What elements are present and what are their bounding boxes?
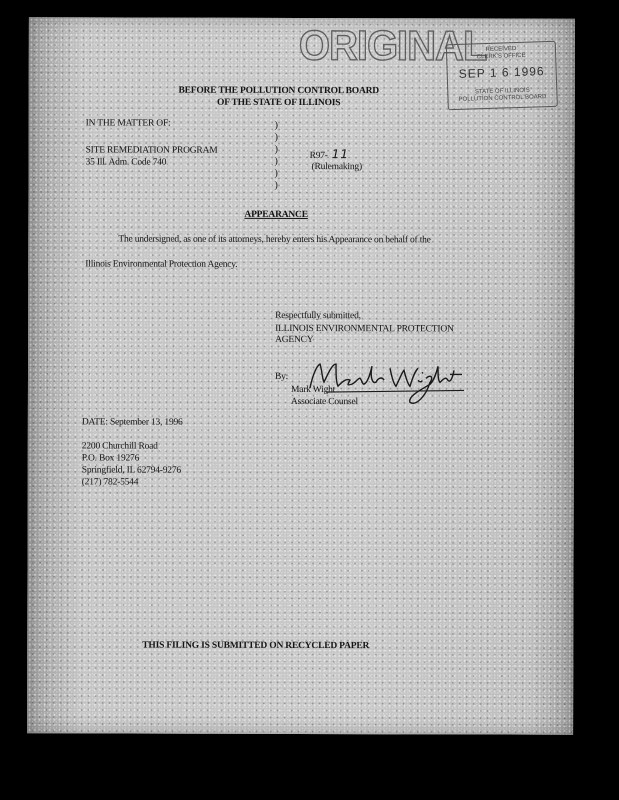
phone-number: (217) 782-5544 — [81, 477, 139, 488]
closing: Respectfully submitted, — [275, 310, 361, 322]
docket-prefix: R97- — [309, 151, 328, 162]
received-stamp-line: CLERK'S OFFICE — [476, 52, 526, 61]
received-stamp-line: RECEIVED — [485, 46, 517, 54]
attorney-name: Mark Wight — [290, 384, 336, 396]
original-stamp: ORIGINAL — [298, 22, 487, 70]
received-stamp-footer: STATE OF ILLINOIS — [474, 87, 530, 96]
agency-name: AGENCY — [275, 334, 314, 346]
program-name: SITE REMEDIATION PROGRAM — [85, 145, 218, 156]
rulemaking-label: (Rulemaking) — [311, 162, 362, 173]
received-stamp-date: SEP 1 6 1996 — [458, 64, 545, 81]
docket-number — [310, 149, 350, 162]
caption-bracket: ) — [274, 155, 278, 167]
address-line: Springfield, IL 62794-9276 — [81, 465, 181, 476]
appearance-text: The undersigned, as one of its attorneys, hereby enters his Appearance on behalf of the — [118, 234, 431, 246]
appearance-text: Illinois Environmental Protection Agency. — [85, 259, 238, 270]
attorney-title: Associate Counsel — [290, 396, 359, 408]
filing-date: DATE: September 13, 1996 — [81, 417, 183, 428]
received-stamp-footer: POLLUTION CONTROL BOARD — [458, 94, 547, 103]
document-page — [27, 17, 575, 734]
docket-handwritten: 11 — [331, 147, 350, 162]
caption-bracket: ) — [274, 119, 279, 131]
address-line: P.O. Box 19276 — [81, 453, 140, 464]
in-the-matter-of: IN THE MATTER OF: — [85, 118, 171, 129]
appearance-heading: APPEARANCE — [244, 209, 308, 221]
admin-code: 35 Ill. Adm. Code 740 — [85, 157, 167, 168]
by-label: By: — [274, 371, 289, 382]
address-line: 2200 Churchill Road — [81, 441, 158, 452]
agency-name: ILLINOIS ENVIRONMENTAL PROTECTION — [275, 323, 454, 335]
recycled-paper-notice: THIS FILING IS SUBMITTED ON RECYCLED PAPER — [142, 640, 370, 652]
board-title: BEFORE THE POLLUTION CONTROL BOARD — [178, 85, 379, 97]
caption-bracket: ) — [274, 143, 278, 155]
caption-bracket: ) — [274, 179, 278, 191]
caption-bracket: ) — [274, 131, 278, 143]
board-subtitle: OF THE STATE OF ILLINOIS — [217, 97, 341, 109]
caption-bracket: ) — [274, 167, 278, 179]
